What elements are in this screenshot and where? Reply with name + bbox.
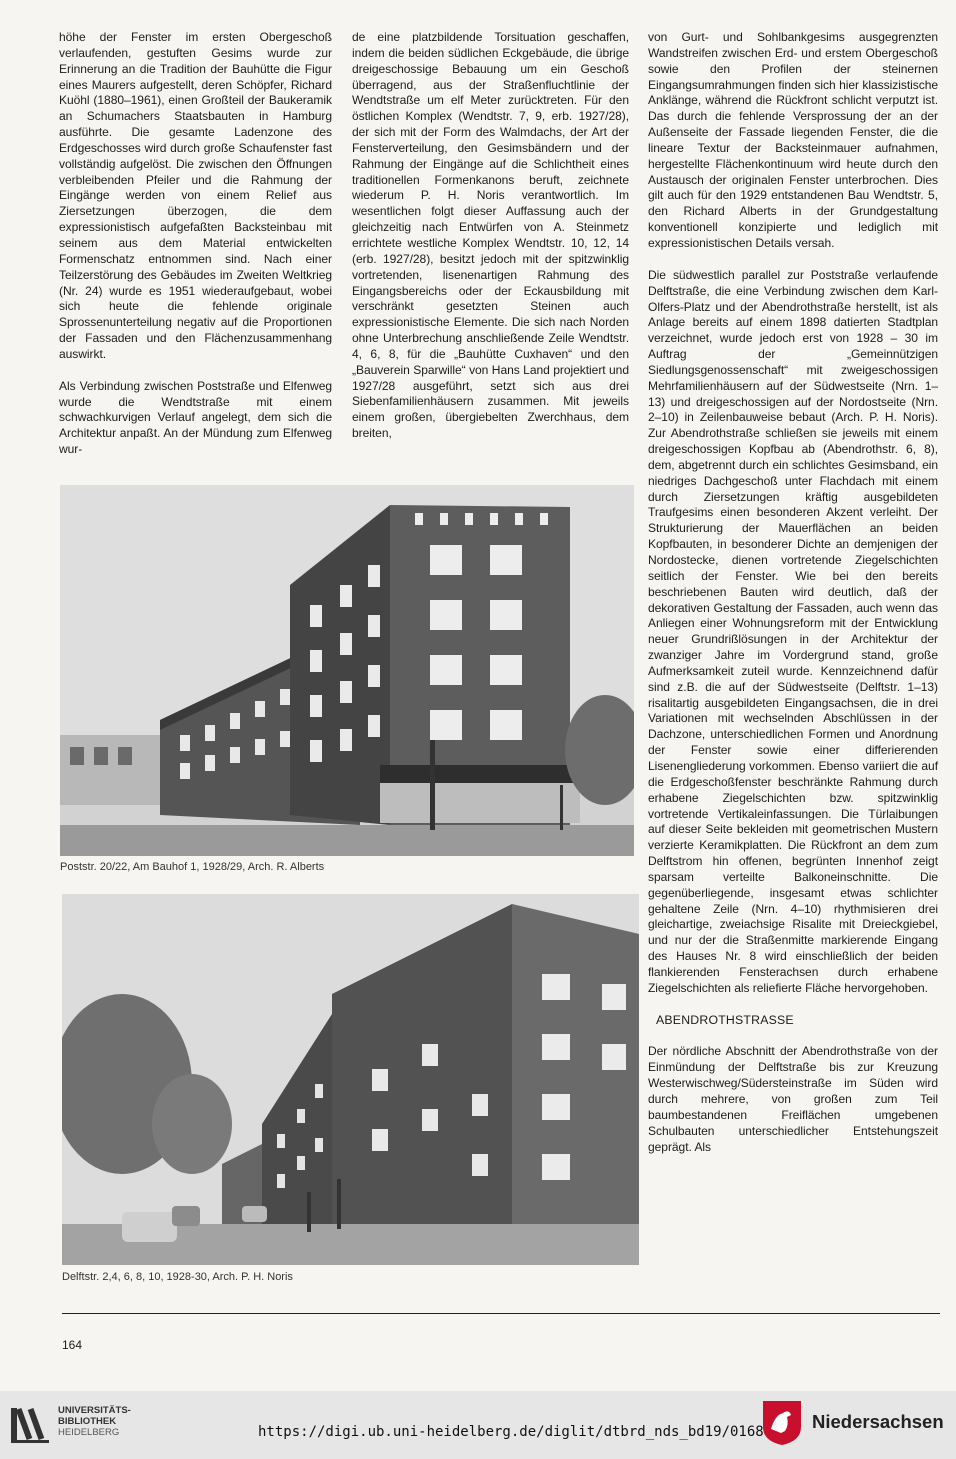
photo-caption: Poststr. 20/22, Am Bauhof 1, 1928/29, Arch. R. Alberts	[60, 861, 325, 873]
university-library-name: UNIVERSITÄTS- BIBLIOTHEK HEIDELBERG	[58, 1405, 131, 1438]
permalink-url[interactable]: https://digi.ub.uni-heidelberg.de/diglit/dtbrd_nds_bd19/0168	[258, 1424, 764, 1440]
photo-poststrasse	[60, 485, 634, 856]
text-column-2	[352, 30, 629, 458]
paragraph: Als Verbindung zwischen Poststraße und Elfenweg wurde die Wendtstraße mit einem schwachkurvigen Verlauf angelegt, dem sich die Architektur anpaßt. An der Mündung zum Elfenweg wur-	[59, 378, 332, 457]
section-heading: ABENDROTHSTRASSE	[656, 1012, 794, 1027]
paragraph: Der nördliche Abschnitt der Abendrothstraße von der Einmündung der Delftstraße bis zur Kreuzung Westerwischweg/Südersteinstraße im Süden wird durch mehrere, von großen zum Teil baumbestandenen Freiflächen umgebenen Schulbauten unterschiedlicher Entstehungszeit geprägt. Als	[648, 1044, 938, 1154]
paragraph: de eine platzbildende Torsituation geschaffen, indem die beiden südlichen Eckgebäude, die übrige dreigeschossige Bebauung um ein Geschoß überragend, aus der Straßenfluchtlinie der Wendtstraße um elf Meter zurücktreten. Für den östlichen Komplex (Wendtstr. 7, 9, erb. 1927/28), der sich mit der Form des Walmdachs, der Art der Fensterverteilung, den Gesimsbändern und der Rahmung der Eingänge auf die Schlichtheit eines traditionellen Formenkanons beruft, zeichnete wiederum P. H. Noris verantwortlich. Im wesentlichen folgt dieser Auffassung auch der gleichzeitig nach Entwürfen von A. Steinmetz errichtete westliche Komplex Wendtstr. 10, 12, 14 (erb. 1927/28), besitzt jedoch mit der spitzwinklig vortretenden, lisenenartigen Rahmung des Eingangsbereichs oder der Eckausbildung mit verschränkt gesetzten Steinen auch expressionistische Elemente. Die sich nach Norden ohne Unterbrechung anschließende Zeile Wendtstr. 4, 6, 8, für die „Bauhütte Cuxhaven“ und den „Bauverein Sparwille“ von Hans Land projektiert und 1927/28 ausgeführt, setzt sich aus drei Siebenfamilienhäusern zusammen. Mit jeweils einem großen, übergiebelten Zwerchhaus, dem breiten,	[352, 30, 629, 441]
footer-rule	[62, 1313, 940, 1314]
text-column-1	[59, 30, 332, 474]
digitization-footer	[0, 1391, 956, 1459]
page-number: 164	[62, 1338, 83, 1352]
paragraph: Die südwestlich parallel zur Poststraße verlaufende Delftstraße, die eine Verbindung zwischen dem Karl-Olfers-Platz und der Abendrothstraße herstellt, ist als Anlage bereits auf einem 1898 datierten Stadtplan verzeichnet, wurde jedoch erst von 1928 – 30 im Auftrag der „Gemeinnützigen Siedlungsgenossenschaft“ mit zweigeschossigen Mehrfamilienhäusern auf der Südwestseite (Nrn. 1–13) und dreigeschossigen auf der Nordostseite (Nrn. 2–10) in Zeilenbauweise bebaut (Arch. P. H. Noris). Zur Abendrothstraße schließen sie jeweils mit einem dreigeschossigen Kopfbau ab (Abendrothstr. 6, 8), dem, abgetrennt durch ein schlichtes Gesimsband, ein niedriges Dachgeschoß unter Flachdach mit einem durch Ziersetzungen kräftig ausgebildeten Traufgesims einen besonderen Akzent verleiht. Der Strukturierung der Mauerflächen an beiden Kopfbauten, in besonderer Dichte an demjenigen der Nordostecke, dienen vortretende Ziegelschichten seitlich der Fenster. Wie bei den bereits beschriebenen Bauten wird deutlich, daß der dekorativen Gestaltung der Fassaden, auch wenn das Anliegen einer Wohnungsreform mit der Entwicklung neuer Grundrißlösungen in der Architektur der zwanziger Jahre im Vordergrund stand, große Aufmerksamkeit zuteil wurde. Kennzeichnend dafür sind z.B. die auf der Südwestseite (Delftstr. 1–13) risalitartig ausgebildeten Eingangsachsen, die in drei Variationen mit wechselnden Abschlüssen in der Dachzone, unterschiedlichen Formen und Anordnung der Fenster sowie einer differierenden Lisenengliederung vorkommen. Ebenso variiert die auf die Erdgeschoßfenster beschränkte Rahmung durch erhabene Ziegelschichten bzw. spitzwinklig vortretende Vertikaleinfassungen. Die Türlaibungen auf dieser Seite bekleiden mit geometrischen Mustern verzierte Keramikplatten. Die Rückfront an dem zum Delftstrom hin offenen, begrünten Innenhof zeigt sparsam verteilte Balkoneinschnitte. Die gegenüberliegende, insgesamt etwas schlichter gehaltene Zeile (Nrn. 4–10) rhythmisieren drei gleichartige, zweiachsige Risalite mit Dreieckgiebel, und nur der die Straßenmitte markierende Eingang des Hauses Nr. 8 wird einschließlich der beiden flankierenden Fensterachsen durch erhabene Ziegelschichten als reliefierte Fläche hervorgehoben.	[648, 267, 938, 995]
state-name: Niedersachsen	[812, 1411, 944, 1432]
photo-delftstrasse	[62, 894, 639, 1265]
paragraph: von Gurt- und Sohlbankgesims ausgegrenzten Wandstreifen zwischen Erd- und erstem Obergeschoß sowie den Profilen der steinernen Eingangsumrahmungen finden sich hier klassizistische Anklänge, während die Rückfront schlicht verputzt ist. Das durch die fehlende Versprossung der an der Außenseite der Fassade liegenden Fenster, die die lineare Textur der Backsteinmauer aufnahmen, hergestellte Flächenkontinuum wird heute durch den Austausch der originalen Fenster unterbrochen. Dies gilt auch für den 1929 entstandenen Bau Wendtstr. 5, den Richard Alberts in der Grundgestaltung konventionell konzipierte und lediglich mit expressionistischen Details versah.	[648, 30, 938, 250]
text-column-3	[648, 30, 938, 1171]
university-library-logo-icon	[9, 1402, 53, 1446]
niedersachsen-coat-of-arms-icon	[761, 1399, 803, 1447]
photo-caption: Delftstr. 2,4, 6, 8, 10, 1928-30, Arch. P. H. Noris	[62, 1271, 293, 1283]
paragraph: höhe der Fenster im ersten Obergeschoß verlaufenden, gestuften Gesims wurde zur Erinnerung an die Tradition der Bauhütte die Figur eines Maurers aufgestellt, deren Schöpfer, Richard Kuöhl (1880–1961), einen Großteil der Baukeramik an Schumachers Staatsbauten in Hamburg ausführte. Die gesamte Ladenzone des Erdgeschosses wird durch große Schaufenster fast vollständig aufgelöst. Die zwischen den Öffnungen verbleibenden Pfeiler und die Rahmung der Eingänge werden von einem Relief aus Ziersetzungen überzogen, die dem expressionistisch aufgefaßten Backsteinbau mit seinem aus dem Material entwickelten Formenschatz entnommen sind. Nach einer Teilzerstörung des Gebäudes im Zweiten Weltkrieg (Nr. 24) wurde es 1951 wiederaufgebaut, wobei sich heute die fehlende originale Sprossenunterteilung negativ auf die Proportionen der Fassaden und den Flächenzusammenhang auswirkt.	[59, 30, 332, 361]
